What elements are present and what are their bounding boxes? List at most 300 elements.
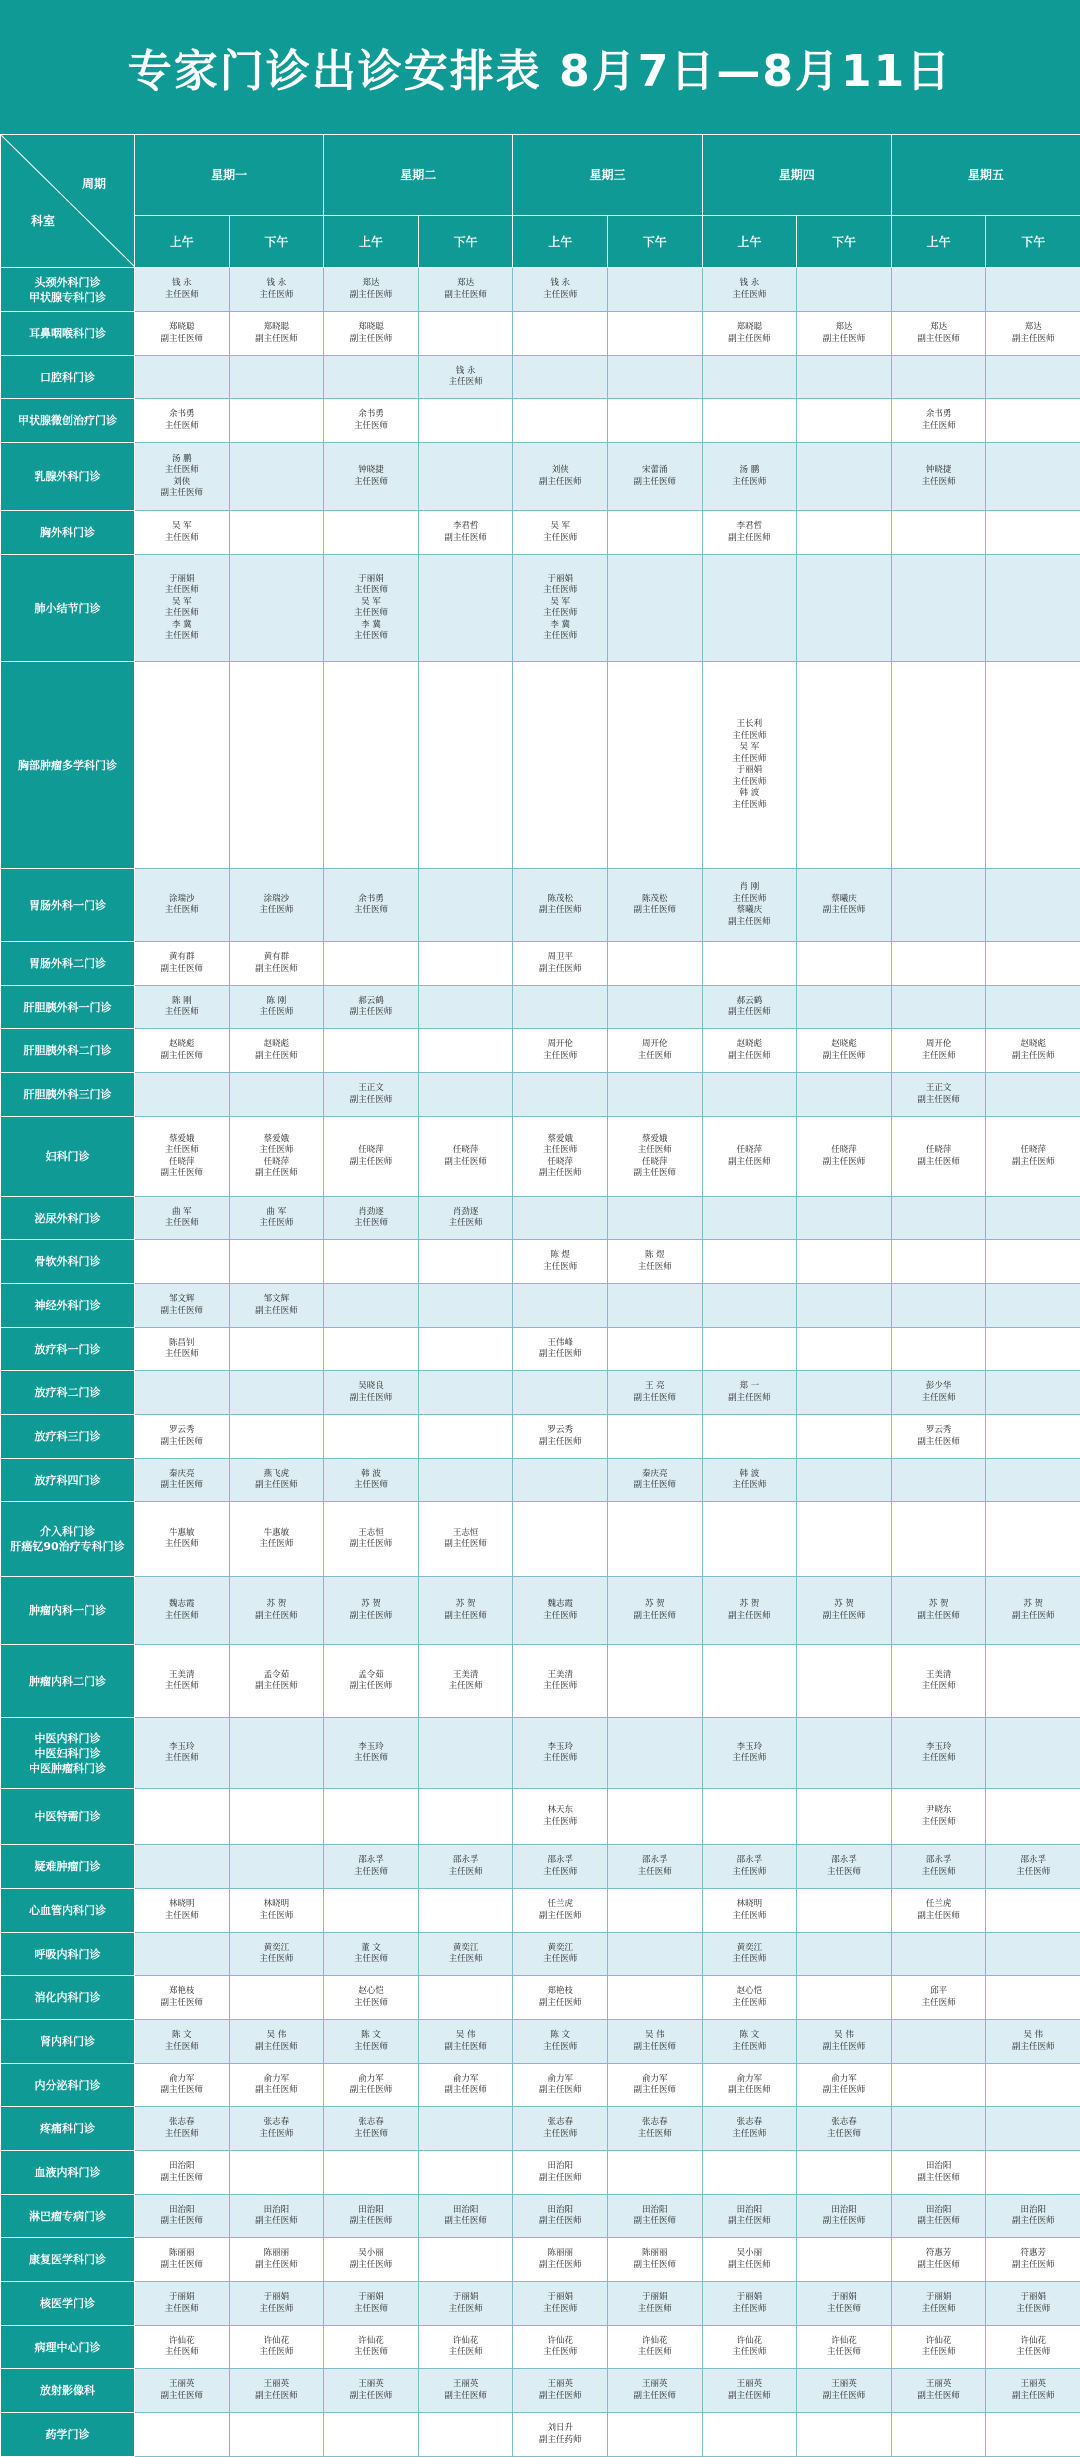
doctor-entry: [230, 2030, 324, 2053]
doctor-title: 主任医师: [230, 905, 324, 917]
doctor-name: 许仙花: [892, 2336, 986, 2348]
day-header: 星期五: [891, 135, 1080, 216]
schedule-cell: [986, 555, 1080, 662]
dept-name-cell: [1, 1889, 135, 1933]
doctor-title: 主任医师: [135, 465, 229, 477]
doctor-name: 田治阳: [230, 2205, 324, 2217]
doctor-title: 副主任医师: [324, 334, 418, 346]
doctor-name: 任兰虎: [892, 1899, 986, 1911]
doctor-name: 田治阳: [513, 2161, 607, 2173]
doctor-title: 主任医师: [703, 894, 797, 906]
doctor-name: 邵永孚: [324, 1855, 418, 1867]
doctor-name: 于丽娟: [892, 2292, 986, 2304]
dept-name-cell: [1, 1073, 135, 1117]
doctor-entry: [986, 2205, 1080, 2228]
doctor-entry: [797, 2336, 891, 2359]
table-row: [1, 662, 1080, 869]
doctor-name: 王美清: [513, 1670, 607, 1682]
doctor-entry: [513, 1805, 607, 1828]
doctor-name: 俞力军: [324, 2074, 418, 2086]
doctor-entry: [324, 2336, 418, 2359]
doctor-entry: [608, 1599, 702, 1622]
doctor-name: 王丽英: [986, 2379, 1080, 2391]
doctor-name: 魏志霞: [513, 1599, 607, 1611]
dept-name-cell: [1, 986, 135, 1029]
dept-name-cell: [1, 1415, 135, 1459]
table-row: [1, 1459, 1080, 1502]
schedule-cell: [513, 1645, 608, 1718]
doctor-title: 副主任医师: [892, 1095, 986, 1107]
doctor-name: 赵心恺: [703, 1986, 797, 1998]
schedule-cell: [797, 1459, 892, 1502]
schedule-cell: [608, 2282, 703, 2326]
dept-name: 中医内科门诊: [1, 1731, 134, 1746]
doctor-name: 曲 军: [230, 1207, 324, 1219]
doctor-title: 副主任医师: [324, 1007, 418, 1019]
doctor-entry: [419, 2379, 513, 2402]
doctor-entry: [703, 1855, 797, 1878]
dept-name: 神经外科门诊: [1, 1298, 134, 1313]
doctor-entry: [230, 1294, 324, 1317]
doctor-entry: [892, 1805, 986, 1828]
doctor-title: 副主任医师: [986, 1157, 1080, 1169]
schedule-cell: [324, 443, 419, 511]
doctor-entry: [892, 465, 986, 488]
schedule-cell: [324, 268, 419, 312]
doctor-entry: [135, 996, 229, 1019]
doctor-entry: [513, 1425, 607, 1448]
day-header: 星期二: [324, 135, 513, 216]
doctor-name: 王 亮: [608, 1381, 702, 1393]
schedule-cell: [418, 268, 513, 312]
doctor-title: 副主任医师: [419, 533, 513, 545]
doctor-entry: [324, 322, 418, 345]
doctor-title: 副主任医师: [797, 2085, 891, 2097]
dept-name-cell: [1, 1328, 135, 1371]
doctor-entry: [986, 1039, 1080, 1062]
doctor-title: 副主任医师: [135, 1306, 229, 1318]
schedule-cell: [324, 1240, 419, 1284]
schedule-cell: [986, 2238, 1080, 2282]
schedule-cell: [797, 2151, 892, 2195]
doctor-name: 彭少华: [892, 1381, 986, 1393]
schedule-cell: [797, 1117, 892, 1197]
doctor-entry: [892, 322, 986, 345]
schedule-cell: [702, 555, 797, 662]
doctor-name: 陈 文: [513, 2030, 607, 2042]
schedule-cell: [702, 1073, 797, 1117]
doctor-entry: [135, 2030, 229, 2053]
doctor-name: 吴小丽: [324, 2248, 418, 2260]
schedule-cell: [324, 1976, 419, 2020]
doctor-title: 副主任医师: [703, 2216, 797, 2228]
doctor-title: 副主任医师: [608, 2391, 702, 2403]
doctor-name: 涂瑞沙: [230, 894, 324, 906]
doctor-title: 副主任医师: [135, 2085, 229, 2097]
schedule-cell: [513, 2369, 608, 2413]
doctor-title: 副主任医师: [986, 334, 1080, 346]
schedule-cell: [986, 511, 1080, 555]
schedule-cell: [513, 1845, 608, 1889]
dept-name: 放疗科三门诊: [1, 1429, 134, 1444]
schedule-cell: [986, 2369, 1080, 2413]
schedule-cell: [418, 1117, 513, 1197]
schedule-cell: [608, 312, 703, 356]
doctor-entry: [135, 1039, 229, 1062]
doctor-entry: [135, 454, 229, 500]
schedule-cell: [229, 1328, 324, 1371]
doctor-title: 主任医师: [513, 1867, 607, 1879]
schedule-cell: [418, 555, 513, 662]
doctor-entry: [513, 2074, 607, 2097]
doctor-title: 主任医师: [419, 1867, 513, 1879]
doctor-name: 钱 永: [419, 366, 513, 378]
dept-name-cell: [1, 511, 135, 555]
schedule-cell: [229, 555, 324, 662]
doctor-title: 主任医师: [513, 2129, 607, 2141]
doctor-name: 吴 军: [324, 597, 418, 609]
doctor-entry: [892, 2161, 986, 2184]
dept-name: 消化内科门诊: [1, 1990, 134, 2005]
table-row: [1, 443, 1080, 511]
doctor-title: 副主任医师: [230, 1051, 324, 1063]
doctor-title: 主任医师: [419, 2304, 513, 2316]
doctor-entry: [892, 1599, 986, 1622]
doctor-entry: [608, 1855, 702, 1878]
schedule-cell: [418, 1845, 513, 1889]
doctor-entry: [608, 2292, 702, 2315]
doctor-title: 主任医师: [513, 2042, 607, 2054]
doctor-entry: [703, 278, 797, 301]
schedule-cell: [986, 443, 1080, 511]
schedule-cell: [797, 1718, 892, 1789]
doctor-name: 符惠芳: [892, 2248, 986, 2260]
doctor-name: 吴 军: [135, 597, 229, 609]
schedule-cell: [324, 2238, 419, 2282]
dept-name: 肝癌钇90治疗专科门诊: [1, 1539, 134, 1554]
doctor-entry: [324, 1986, 418, 2009]
doctor-title: 主任医师: [703, 1480, 797, 1492]
doctor-entry: [419, 1855, 513, 1878]
schedule-cell: [797, 2413, 892, 2457]
doctor-name: 钱 永: [135, 278, 229, 290]
schedule-cell: [797, 2020, 892, 2064]
schedule-cell: [135, 1645, 230, 1718]
schedule-cell: [891, 2369, 986, 2413]
doctor-title: 主任医师: [513, 2347, 607, 2359]
schedule-cell: [229, 1645, 324, 1718]
schedule-cell: [418, 1459, 513, 1502]
doctor-name: 赵晓彪: [703, 1039, 797, 1051]
doctor-entry: [513, 2205, 607, 2228]
doctor-name: 王丽英: [419, 2379, 513, 2391]
doctor-title: 副主任医师: [703, 1007, 797, 1019]
schedule-cell: [324, 1073, 419, 1117]
doctor-title: 副主任医师: [324, 2260, 418, 2272]
dept-name: 甲状腺微创治疗门诊: [1, 413, 134, 428]
table-row: [1, 1415, 1080, 1459]
doctor-name: 汤 鹏: [135, 454, 229, 466]
doctor-title: 副主任医师: [230, 1681, 324, 1693]
schedule-cell: [229, 869, 324, 942]
doctor-title: 副主任医师: [703, 1051, 797, 1063]
doctor-entry: [513, 1943, 607, 1966]
schedule-cell: [229, 1371, 324, 1415]
doctor-entry: [513, 521, 607, 544]
doctor-entry: [513, 1338, 607, 1361]
doctor-entry: [513, 2161, 607, 2184]
doctor-name: 任晓萍: [703, 1145, 797, 1157]
schedule-cell: [797, 1933, 892, 1976]
doctor-entry: [608, 1469, 702, 1492]
schedule-cell: [418, 2326, 513, 2369]
schedule-cell: [135, 1197, 230, 1240]
schedule-cell: [797, 1845, 892, 1889]
schedule-cell: [513, 869, 608, 942]
corner-header: [1, 135, 135, 268]
doctor-title: 副主任医师: [324, 1681, 418, 1693]
doctor-title: 主任医师: [513, 1954, 607, 1966]
doctor-name: 李玉玲: [513, 1742, 607, 1754]
period-label: 周期: [82, 175, 106, 192]
schedule-cell: [418, 399, 513, 443]
doctor-entry: [513, 465, 607, 488]
doctor-title: 主任医师: [419, 377, 513, 389]
schedule-cell: [986, 2107, 1080, 2151]
dept-name-cell: [1, 2238, 135, 2282]
schedule-cell: [797, 1502, 892, 1577]
doctor-entry: [230, 322, 324, 345]
doctor-title: 主任医师: [608, 1051, 702, 1063]
doctor-title: 副主任医师: [230, 2260, 324, 2272]
doctor-name: 郑达: [419, 278, 513, 290]
doctor-name: 王长利: [703, 719, 797, 731]
doctor-title: 主任医师: [135, 1539, 229, 1551]
table-row: [1, 1029, 1080, 1073]
doctor-name: 郑达: [324, 278, 418, 290]
doctor-name: 田治阳: [135, 2205, 229, 2217]
doctor-title: 副主任医师: [797, 1611, 891, 1623]
doctor-name: 黄有群: [230, 952, 324, 964]
dept-label: 科室: [31, 212, 55, 229]
schedule-cell: [986, 2195, 1080, 2238]
doctor-entry: [135, 2205, 229, 2228]
schedule-cell: [702, 2107, 797, 2151]
doctor-name: 于丽娟: [703, 2292, 797, 2304]
schedule-cell: [324, 2369, 419, 2413]
schedule-cell: [608, 1197, 703, 1240]
schedule-cell: [891, 2238, 986, 2282]
dept-name: 介入科门诊: [1, 1524, 134, 1539]
doctor-entry: [892, 2379, 986, 2402]
doctor-title: 主任医师: [324, 2129, 418, 2141]
doctor-entry: [608, 1039, 702, 1062]
schedule-cell: [229, 1789, 324, 1845]
doctor-entry: [135, 952, 229, 975]
doctor-title: 主任医师: [608, 2347, 702, 2359]
schedule-cell: [608, 869, 703, 942]
dept-name-cell: [1, 399, 135, 443]
doctor-title: 副主任医师: [608, 2042, 702, 2054]
schedule-cell: [324, 1889, 419, 1933]
doctor-name: 苏 贺: [419, 1599, 513, 1611]
doctor-entry: [892, 1425, 986, 1448]
doctor-title: 副主任医师: [513, 964, 607, 976]
doctor-title: 主任医师: [513, 1817, 607, 1829]
doctor-name: 许仙花: [135, 2336, 229, 2348]
schedule-cell: [418, 2238, 513, 2282]
schedule-cell: [418, 1976, 513, 2020]
doctor-entry: [608, 1134, 702, 1180]
schedule-cell: [418, 1502, 513, 1577]
doctor-entry: [703, 1599, 797, 1622]
schedule-cell: [702, 942, 797, 986]
doctor-title: 主任医师: [135, 1007, 229, 1019]
schedule-cell: [891, 1645, 986, 1718]
doctor-name: 苏 贺: [230, 1599, 324, 1611]
session-header: 上午: [702, 215, 797, 267]
doctor-entry: [986, 2030, 1080, 2053]
schedule-cell: [229, 2064, 324, 2107]
doctor-entry: [230, 1670, 324, 1693]
doctor-entry: [797, 1145, 891, 1168]
schedule-cell: [135, 268, 230, 312]
doctor-name: 郑达: [986, 322, 1080, 334]
schedule-cell: [135, 312, 230, 356]
doctor-title: 副主任医师: [419, 1611, 513, 1623]
doctor-entry: [230, 2117, 324, 2140]
doctor-name: 郑艳枝: [135, 1986, 229, 1998]
doctor-name: 俞力军: [230, 2074, 324, 2086]
schedule-cell: [986, 268, 1080, 312]
schedule-cell: [797, 662, 892, 869]
dept-name-cell: [1, 2413, 135, 2457]
doctor-name: 韩 波: [703, 1469, 797, 1481]
doctor-name: 邵永孚: [419, 1855, 513, 1867]
schedule-cell: [608, 2326, 703, 2369]
doctor-title: 主任医师: [135, 421, 229, 433]
doctor-title: 副主任医师: [135, 2173, 229, 2185]
session-header: 下午: [418, 215, 513, 267]
doctor-entry: [797, 2117, 891, 2140]
schedule-cell: [702, 1328, 797, 1371]
schedule-cell: [229, 356, 324, 399]
doctor-name: 任晓萍: [892, 1145, 986, 1157]
doctor-entry: [419, 366, 513, 389]
doctor-title: 主任医师: [324, 2304, 418, 2316]
schedule-cell: [986, 1645, 1080, 1718]
doctor-entry: [230, 1469, 324, 1492]
doctor-title: 主任医师: [419, 1681, 513, 1693]
dept-name-cell: [1, 1645, 135, 1718]
doctor-entry: [324, 2248, 418, 2271]
doctor-name: 任晓萍: [230, 1157, 324, 1169]
doctor-name: 符惠芳: [986, 2248, 1080, 2260]
doctor-entry: [703, 882, 797, 928]
doctor-title: 主任医师: [324, 421, 418, 433]
dept-name: 头颈外科门诊: [1, 275, 134, 290]
table-row: [1, 268, 1080, 312]
schedule-cell: [229, 2369, 324, 2413]
schedule-cell: [797, 1577, 892, 1645]
doctor-title: 主任医师: [703, 2129, 797, 2141]
doctor-entry: [513, 1250, 607, 1273]
schedule-cell: [135, 2020, 230, 2064]
schedule-cell: [702, 1889, 797, 1933]
table-row: [1, 1645, 1080, 1718]
doctor-entry: [892, 1742, 986, 1765]
doctor-name: 俞力军: [703, 2074, 797, 2086]
session-header: 上午: [135, 215, 230, 267]
doctor-name: 李 冀: [324, 620, 418, 632]
doctor-entry: [230, 1899, 324, 1922]
doctor-title: 副主任医师: [230, 2042, 324, 2054]
doctor-name: 郑达: [892, 322, 986, 334]
schedule-cell: [135, 2369, 230, 2413]
doctor-entry: [230, 2336, 324, 2359]
schedule-table: [0, 134, 1080, 2457]
doctor-title: 主任医师: [419, 1954, 513, 1966]
doctor-name: 吴 军: [513, 597, 607, 609]
doctor-title: 副主任医师: [892, 334, 986, 346]
doctor-entry: [324, 2030, 418, 2053]
schedule-cell: [702, 1117, 797, 1197]
schedule-cell: [513, 1328, 608, 1371]
schedule-cell: [135, 1789, 230, 1845]
doctor-title: 副主任医师: [513, 2173, 607, 2185]
schedule-cell: [418, 2195, 513, 2238]
schedule-cell: [513, 2413, 608, 2457]
doctor-name: 田治阳: [986, 2205, 1080, 2217]
doctor-title: 副主任医师: [513, 2260, 607, 2272]
schedule-cell: [513, 942, 608, 986]
schedule-cell: [135, 1502, 230, 1577]
schedule-cell: [418, 1415, 513, 1459]
schedule-cell: [797, 1328, 892, 1371]
schedule-cell: [608, 356, 703, 399]
schedule-cell: [229, 986, 324, 1029]
doctor-entry: [797, 1855, 891, 1878]
schedule-cell: [513, 1415, 608, 1459]
doctor-name: 李君哲: [419, 521, 513, 533]
doctor-entry: [608, 2248, 702, 2271]
schedule-cell: [702, 2195, 797, 2238]
schedule-cell: [135, 511, 230, 555]
schedule-cell: [986, 2020, 1080, 2064]
schedule-cell: [608, 662, 703, 869]
doctor-name: 邹文辉: [230, 1294, 324, 1306]
doctor-title: 副主任医师: [230, 2085, 324, 2097]
doctor-entry: [324, 1599, 418, 1622]
doctor-name: 王志恒: [324, 1528, 418, 1540]
doctor-entry: [324, 1670, 418, 1693]
schedule-cell: [702, 2326, 797, 2369]
doctor-entry: [135, 894, 229, 917]
dept-name: 胃肠外科一门诊: [1, 898, 134, 913]
schedule-cell: [797, 986, 892, 1029]
doctor-title: 副主任医师: [419, 2042, 513, 2054]
dept-name: 泌尿外科门诊: [1, 1211, 134, 1226]
dept-name: 淋巴瘤专病门诊: [1, 2209, 134, 2224]
doctor-entry: [419, 1528, 513, 1551]
doctor-name: 赵晓彪: [797, 1039, 891, 1051]
doctor-entry: [230, 1528, 324, 1551]
doctor-name: 孟令茹: [324, 1670, 418, 1682]
doctor-title: 副主任药师: [513, 2435, 607, 2447]
doctor-title: 副主任医师: [419, 2216, 513, 2228]
doctor-name: 吴 军: [703, 742, 797, 754]
schedule-cell: [891, 2020, 986, 2064]
